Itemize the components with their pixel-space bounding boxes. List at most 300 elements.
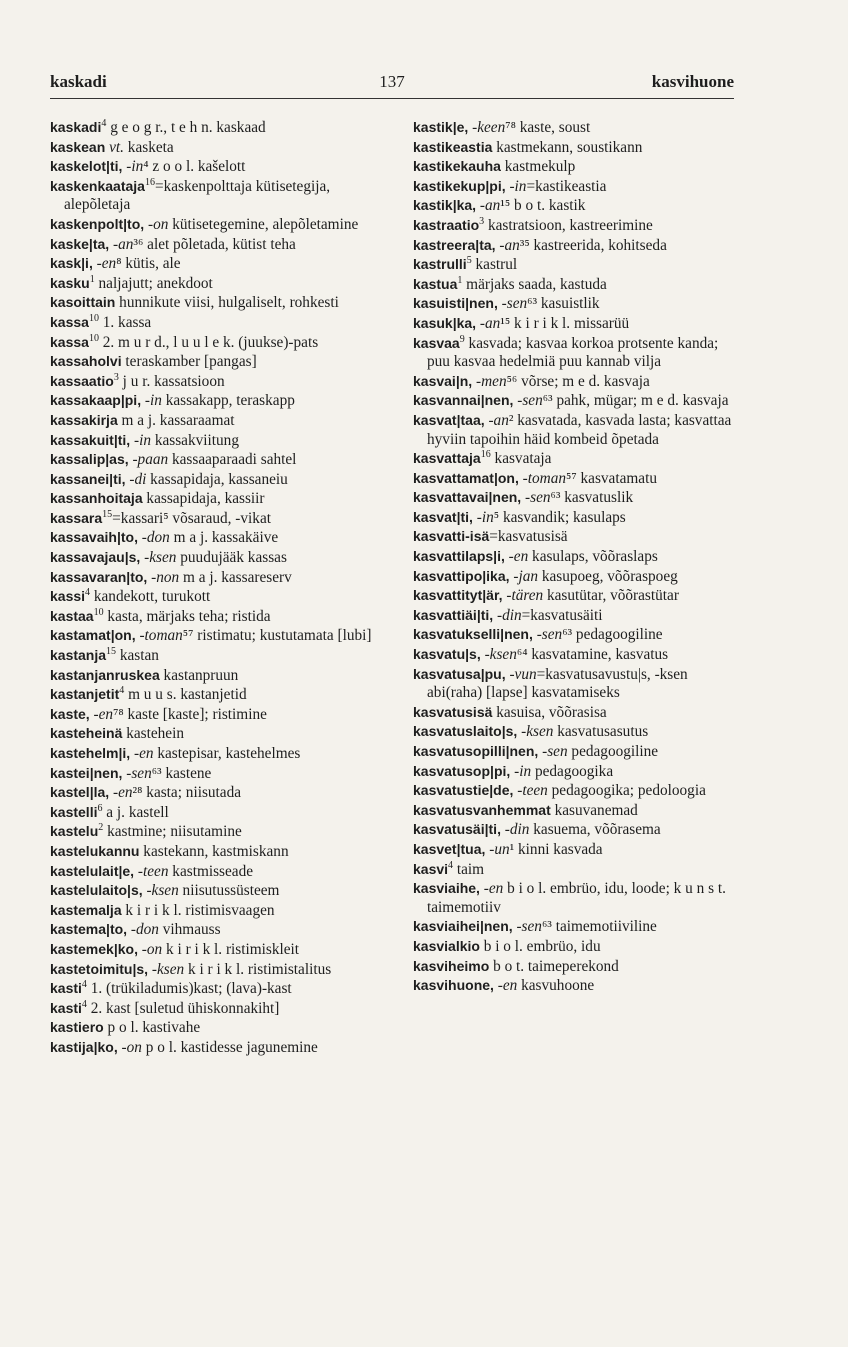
definition: 1. (trükiladumis)kast; (lava)-kast bbox=[86, 980, 292, 998]
dictionary-entry bbox=[50, 431, 395, 451]
headword: kaskenpolt|to, bbox=[50, 215, 145, 232]
headword: kastikekauha bbox=[413, 158, 501, 175]
dictionary-entry bbox=[50, 509, 395, 529]
inflection-form: -an bbox=[495, 236, 520, 254]
headword: kasvatusa|pu, bbox=[413, 665, 506, 682]
dictionary-entry bbox=[50, 744, 395, 764]
headword: kastaa bbox=[50, 607, 94, 624]
dictionary-entry bbox=[413, 742, 743, 762]
headword: kasuk|ka, bbox=[413, 314, 477, 331]
dictionary-entry bbox=[50, 568, 395, 588]
inflection-form: -in bbox=[472, 508, 494, 526]
inflection-form: -non bbox=[147, 568, 180, 586]
definition: kasvada; kasvaa korkoa protsente kanda; puu kasvaa hedelmiä puu kannab vilja bbox=[427, 334, 719, 371]
dictionary-entry bbox=[413, 294, 743, 314]
dictionary-entry bbox=[50, 118, 395, 138]
inflection-class-number: 4 bbox=[101, 117, 107, 129]
headword: kastraatio bbox=[413, 216, 480, 233]
definition: kasketa bbox=[123, 138, 174, 156]
inflection-form: -en bbox=[92, 255, 117, 273]
definition: kastratsioon, kastreerimine bbox=[484, 216, 653, 234]
dictionary-entry bbox=[413, 976, 743, 996]
definition: ⁶³ kastene bbox=[151, 764, 212, 782]
dictionary-entry bbox=[50, 293, 395, 313]
definition: ²⁸ kasta; niisutada bbox=[132, 784, 242, 802]
inflection-class-number: 15 bbox=[102, 508, 113, 520]
dictionary-entry bbox=[50, 881, 395, 901]
headword: kassalip|as, bbox=[50, 451, 129, 468]
headword: kasvattavai|nen, bbox=[413, 489, 522, 506]
inflection-form: -in bbox=[122, 158, 144, 176]
definition: ⁶³ pedagoogiline bbox=[562, 626, 663, 644]
dictionary-entry bbox=[50, 626, 395, 646]
dictionary-entry bbox=[50, 528, 395, 548]
definition: j u r. kassatsioon bbox=[118, 372, 225, 390]
inflection-class-number: 10 bbox=[88, 332, 99, 344]
dictionary-entry bbox=[413, 488, 743, 508]
dictionary-entry bbox=[413, 469, 743, 489]
dictionary-entry bbox=[413, 801, 743, 821]
dictionary-entry bbox=[413, 157, 743, 177]
inflection-class-number: 16 bbox=[480, 449, 491, 460]
dictionary-entry bbox=[50, 313, 395, 333]
dictionary-entry bbox=[413, 196, 743, 216]
dictionary-entry bbox=[50, 372, 395, 392]
inflection-form: -in bbox=[141, 392, 162, 410]
definition: kastmekann, soustikann bbox=[492, 138, 643, 156]
inflection-form: vt. bbox=[105, 138, 124, 156]
dictionary-entry bbox=[413, 703, 743, 723]
dictionary-entry bbox=[413, 957, 743, 977]
inflection-form: -di bbox=[125, 470, 147, 488]
dictionary-entry bbox=[50, 783, 395, 803]
headword: kassavajau|s, bbox=[50, 549, 141, 566]
definition: ¹⁵ b o t. kastik bbox=[500, 197, 586, 215]
inflection-form: -ksen bbox=[140, 549, 177, 567]
inflection-form: -on bbox=[137, 940, 163, 958]
inflection-form: -paan bbox=[128, 451, 169, 469]
definition: märjaks saada, kastuda bbox=[462, 275, 607, 293]
inflection-class-number: 4 bbox=[448, 859, 454, 871]
definition: ⁶³ kasuistlik bbox=[527, 295, 600, 313]
definition: m a j. kassakäive bbox=[169, 529, 279, 547]
dictionary-entry bbox=[413, 625, 743, 645]
definition: 1. kassa bbox=[98, 313, 152, 331]
definition: kastehein bbox=[122, 725, 184, 743]
inflection-form: -toman bbox=[135, 627, 183, 645]
headword: kassanhoitaja bbox=[50, 490, 143, 507]
dictionary-entry bbox=[50, 215, 395, 235]
definition: kütisetegemine, alepõletamine bbox=[168, 215, 359, 233]
definition: =kassari⁵ võsaraud, -vikat bbox=[112, 509, 271, 527]
dictionary-entry bbox=[413, 567, 743, 587]
inflection-form: -don bbox=[127, 921, 159, 939]
headword: kastel|la, bbox=[50, 784, 110, 801]
headword: kasvatti-isä bbox=[413, 528, 490, 545]
dictionary-entry bbox=[413, 138, 743, 158]
dictionary-entry bbox=[50, 333, 395, 353]
dictionary-entry bbox=[50, 920, 395, 940]
definition: m a j. kassareserv bbox=[179, 568, 292, 586]
definition: kastanpruun bbox=[159, 666, 239, 684]
dictionary-entry bbox=[50, 862, 395, 882]
headword: kastik|ka, bbox=[413, 197, 477, 214]
definition: kasutütar, võõrastütar bbox=[543, 587, 679, 605]
headword: kasvialkio bbox=[413, 937, 480, 954]
inflection-form: -din bbox=[500, 821, 530, 839]
inflection-form: -on bbox=[144, 215, 169, 233]
definition: =kasvatusavustu|s, -ksen abi(raha) [lapse] kasvatamiseks bbox=[427, 665, 688, 702]
definition: p o l. kastidesse jagunemine bbox=[141, 1038, 318, 1056]
headword: kassavaran|to, bbox=[50, 568, 148, 585]
inflection-form: -toman bbox=[518, 469, 567, 487]
headword: kastelu bbox=[50, 823, 99, 840]
inflection-form: -ksen bbox=[480, 646, 517, 664]
inflection-class-number: 3 bbox=[113, 371, 119, 383]
inflection-form: -in bbox=[130, 431, 152, 449]
headword: kassa bbox=[50, 333, 89, 350]
headword: kassakuit|ti, bbox=[50, 431, 131, 448]
headword: kasvatusäi|ti, bbox=[413, 821, 501, 838]
inflection-form: -en bbox=[89, 705, 114, 723]
definition: kastmekulp bbox=[500, 158, 576, 176]
definition: kandekott, turukott bbox=[90, 588, 211, 606]
inflection-form: -sen bbox=[521, 489, 551, 507]
dictionary-entry bbox=[413, 314, 743, 334]
inflection-class-number: 3 bbox=[479, 215, 485, 227]
definition: kasulaps, võõraslaps bbox=[528, 548, 658, 566]
definition: ¹ kinni kasvada bbox=[509, 840, 603, 858]
dictionary-entry bbox=[50, 157, 395, 177]
dictionary-entry bbox=[50, 724, 395, 744]
inflection-class-number: 4 bbox=[81, 998, 87, 1010]
definition: ⁷⁸ kaste, soust bbox=[505, 119, 591, 136]
definition: a j. kastell bbox=[102, 803, 169, 821]
page-number: 137 bbox=[379, 72, 405, 91]
inflection-class-number: 15 bbox=[106, 645, 117, 657]
inflection-class-number: 6 bbox=[97, 802, 103, 814]
definition: kassapidaja, kassiir bbox=[142, 490, 265, 508]
dictionary-entry bbox=[50, 352, 395, 372]
dictionary-entry bbox=[413, 527, 743, 547]
inflection-form: -men bbox=[472, 372, 507, 390]
dictionary-entry bbox=[50, 470, 395, 490]
inflection-form: -on bbox=[117, 1038, 142, 1056]
dictionary-entry bbox=[50, 274, 395, 294]
headword: kasvattipo|ika, bbox=[413, 567, 510, 584]
dictionary-entry bbox=[413, 781, 743, 801]
inflection-class-number: 4 bbox=[81, 979, 87, 991]
definition: 2. m u r d., l u u l e k. (juukse)-pats bbox=[98, 333, 319, 351]
definition: p o l. kastivahe bbox=[103, 1019, 201, 1037]
headword: kasku bbox=[50, 274, 90, 291]
definition: vihmauss bbox=[158, 921, 221, 939]
definition: kassakviitung bbox=[151, 431, 239, 449]
definition: kastepisar, kastehelmes bbox=[153, 745, 301, 762]
headword: kassakirja bbox=[50, 411, 118, 428]
definition: hunnikute viisi, hulgaliselt, rohkesti bbox=[115, 294, 339, 312]
definition: kasvatusasutus bbox=[553, 723, 649, 741]
inflection-form: -teen bbox=[513, 782, 548, 800]
headword: kastanjetit bbox=[50, 686, 120, 703]
headword: kasviaihei|nen, bbox=[413, 918, 513, 935]
headword: kastik|e, bbox=[413, 119, 469, 135]
headword: kassaholvi bbox=[50, 353, 122, 370]
inflection-form: -an bbox=[484, 411, 509, 429]
headword: kastikeastia bbox=[413, 138, 493, 155]
headword: kasvatusvanhemmat bbox=[413, 801, 551, 818]
dictionary-entry bbox=[413, 937, 743, 957]
headword: kasvatuslaito|s, bbox=[413, 723, 518, 740]
definition: m u u s. kastanjetid bbox=[124, 686, 247, 704]
definition: teraskamber [pangas] bbox=[121, 353, 257, 371]
headword: kaskean bbox=[50, 138, 106, 155]
dictionary-entry bbox=[50, 999, 395, 1019]
dictionary-entry bbox=[50, 391, 395, 411]
dictionary-entry bbox=[413, 411, 743, 449]
dictionary-entry bbox=[413, 449, 743, 469]
dictionary-entry bbox=[50, 646, 395, 666]
inflection-form: -in bbox=[510, 762, 532, 780]
dictionary-entry bbox=[413, 255, 743, 275]
headword: kasvatusopilli|nen, bbox=[413, 743, 539, 759]
inflection-class-number: 10 bbox=[88, 312, 99, 324]
definition: k i r i k l. ristimiskleit bbox=[162, 940, 300, 958]
inflection-form: -an bbox=[476, 197, 501, 215]
dictionary-entry bbox=[50, 666, 395, 686]
headword: kasoittain bbox=[50, 294, 116, 311]
definition: ¹⁵ k i r i k l. missarüü bbox=[500, 314, 630, 332]
definition: ³⁶ alet põletada, kütist teha bbox=[133, 235, 296, 253]
definition: g e o g r., t e h n. kaskaad bbox=[106, 119, 266, 136]
definition: kasta, märjaks teha; ristida bbox=[103, 607, 271, 625]
dictionary-entry bbox=[413, 840, 743, 860]
dictionary-entry bbox=[50, 940, 395, 960]
dictionary-entry bbox=[50, 587, 395, 607]
definition: kasupoeg, võõraspoeg bbox=[538, 567, 678, 585]
dictionary-entry bbox=[413, 879, 743, 917]
headword: kastrulli bbox=[413, 256, 467, 273]
dictionary-entry bbox=[50, 235, 395, 255]
headword: kasuisti|nen, bbox=[413, 295, 498, 312]
headword: kastamat|on, bbox=[50, 627, 136, 644]
inflection-form: -sen bbox=[122, 764, 152, 782]
definition: kasvuhoone bbox=[517, 977, 595, 995]
dictionary-entry bbox=[50, 803, 395, 823]
headword: kaskadi bbox=[50, 119, 102, 135]
headword: kassanei|ti, bbox=[50, 470, 126, 487]
header-last-word: kasvihuone bbox=[651, 72, 734, 91]
definition: pedagoogiline bbox=[567, 743, 659, 760]
inflection-class-number: 10 bbox=[93, 606, 104, 618]
headword: kaskenkaataja bbox=[50, 177, 145, 194]
definition: ² kasvatada, kasvada lasta; kasvattaa hyviin tapoihin häid kombeid õpetada bbox=[427, 411, 732, 448]
running-head bbox=[50, 72, 734, 96]
definition: =kaskenpolttaja kütisetegija, alepõletaja bbox=[64, 177, 331, 214]
dictionary-entry bbox=[413, 860, 743, 880]
definition: k i r i k l. ristimistalitus bbox=[184, 960, 332, 978]
headword: kaske|ta, bbox=[50, 235, 110, 252]
headword: kasvet|tua, bbox=[413, 840, 486, 857]
inflection-form: -tären bbox=[502, 587, 544, 605]
header-rule bbox=[50, 98, 734, 99]
dictionary-entry bbox=[413, 118, 743, 138]
headword: kasvihuone, bbox=[413, 977, 494, 994]
headword: kasvannai|nen, bbox=[413, 392, 514, 409]
headword: kask|i, bbox=[50, 255, 93, 272]
headword: kasvattaja bbox=[413, 450, 481, 467]
inflection-form: -ksen bbox=[517, 723, 554, 741]
inflection-class-number: 1 bbox=[457, 274, 463, 286]
headword: kaste, bbox=[50, 705, 90, 722]
definition: ⁷⁸ kaste [kaste]; ristimine bbox=[113, 705, 267, 723]
headword: kasviheimo bbox=[413, 957, 490, 974]
dictionary-entry bbox=[413, 606, 743, 626]
headword: kasvattityt|är, bbox=[413, 587, 503, 604]
inflection-form: -teen bbox=[134, 862, 169, 880]
dictionary-entry bbox=[50, 901, 395, 921]
inflection-form: -don bbox=[137, 529, 170, 547]
headword: kasvaa bbox=[413, 334, 460, 351]
dictionary-entry bbox=[50, 138, 395, 158]
definition: ⁶³ kasvatuslik bbox=[550, 489, 634, 507]
headword: kastehelm|i, bbox=[50, 745, 131, 761]
inflection-form: -an bbox=[109, 235, 134, 253]
headword: kasvattilaps|i, bbox=[413, 548, 505, 565]
definition: =kasvatusäiti bbox=[521, 606, 603, 624]
definition: b i o l. embrüo, idu bbox=[479, 937, 601, 955]
headword: kastikekup|pi, bbox=[413, 177, 506, 194]
headword: kasvatusisä bbox=[413, 703, 493, 720]
inflection-class-number: 1 bbox=[89, 273, 95, 285]
headword: kasviaihe, bbox=[413, 880, 480, 897]
inflection-form: -un bbox=[485, 840, 510, 858]
dictionary-entry bbox=[413, 275, 743, 295]
definition: pedagoogika; pedoloogia bbox=[547, 782, 706, 800]
definition: ⁵⁷ ristimatu; kustutamata [lubi] bbox=[182, 627, 372, 645]
dictionary-entry bbox=[50, 450, 395, 470]
inflection-class-number: 16 bbox=[144, 176, 155, 188]
dictionary-entry bbox=[413, 820, 743, 840]
definition: kasuvanemad bbox=[550, 801, 638, 819]
headword: kassi bbox=[50, 588, 86, 605]
headword: kastreera|ta, bbox=[413, 236, 496, 253]
headword: kastelulait|e, bbox=[50, 862, 135, 879]
headword: kasvatukselli|nen, bbox=[413, 626, 533, 643]
inflection-form: -en bbox=[109, 784, 133, 802]
dictionary-entry bbox=[413, 372, 743, 392]
definition: kasvataja bbox=[490, 450, 552, 468]
headword: kasvai|n, bbox=[413, 372, 473, 389]
left-column bbox=[50, 118, 395, 1058]
headword: kasti bbox=[50, 980, 82, 997]
headword: kasvi bbox=[413, 860, 449, 877]
definition: kasuema, võõrasema bbox=[529, 821, 661, 839]
definition: kassakapp, teraskapp bbox=[161, 392, 295, 410]
inflection-class-number: 4 bbox=[119, 685, 125, 697]
headword: kastanjanruskea bbox=[50, 666, 160, 683]
header-first-word: kaskadi bbox=[50, 72, 107, 91]
inflection-form: -ksen bbox=[148, 960, 185, 978]
headword: kasvat|taa, bbox=[413, 411, 485, 428]
dictionary-entry bbox=[413, 391, 743, 411]
definition: ³⁵ kastreerida, kohitseda bbox=[519, 236, 667, 254]
headword: kastiero bbox=[50, 1019, 104, 1036]
definition: ⁵ kasvandik; kasulaps bbox=[493, 508, 626, 526]
definition: kastmisseade bbox=[168, 862, 254, 880]
dictionary-entry bbox=[50, 685, 395, 705]
headword: kastetoimitu|s, bbox=[50, 960, 149, 977]
dictionary-entry bbox=[413, 762, 743, 782]
dictionary-entry bbox=[413, 645, 743, 665]
definition: puudujääk kassas bbox=[176, 549, 287, 567]
dictionary-entry bbox=[413, 334, 743, 372]
inflection-form: -din bbox=[493, 606, 522, 624]
dictionary-entry bbox=[50, 254, 395, 274]
dictionary-entry bbox=[50, 177, 395, 215]
headword: kastemalja bbox=[50, 901, 122, 918]
dictionary-entry bbox=[413, 236, 743, 256]
dictionary-entry bbox=[50, 411, 395, 431]
headword: kassaatio bbox=[50, 372, 114, 389]
definition: kassaaparaadi sahtel bbox=[168, 451, 297, 469]
right-column bbox=[413, 118, 743, 996]
dictionary-entry bbox=[50, 548, 395, 568]
headword: kastua bbox=[413, 275, 458, 292]
inflection-form: -sen bbox=[512, 918, 542, 936]
definition: ⁸ kütis, ale bbox=[116, 255, 181, 273]
headword: kaskelot|ti, bbox=[50, 158, 123, 175]
inflection-form: -jan bbox=[509, 567, 538, 585]
definition: ⁶³ pahk, mügar; m e d. kasvaja bbox=[542, 392, 729, 410]
headword: kasvattiäi|ti, bbox=[413, 606, 494, 623]
inflection-form: -vun bbox=[505, 665, 537, 683]
definition: =kastikeastia bbox=[526, 177, 607, 195]
definition: kastan bbox=[116, 647, 159, 665]
headword: kassa bbox=[50, 313, 89, 330]
dictionary-entry bbox=[50, 822, 395, 842]
headword: kasvatu|s, bbox=[413, 646, 481, 663]
definition: ⁵⁶ võrse; m e d. kasvaja bbox=[506, 372, 650, 390]
inflection-form: -an bbox=[476, 314, 501, 332]
dictionary-entry bbox=[50, 842, 395, 862]
definition: b o t. taimeperekond bbox=[489, 957, 619, 975]
headword: kastelulaito|s, bbox=[50, 882, 143, 899]
dictionary-entry bbox=[50, 489, 395, 509]
inflection-form: -sen bbox=[513, 392, 543, 410]
inflection-form: -ksen bbox=[142, 882, 179, 900]
dictionary-entry bbox=[413, 722, 743, 742]
definition: ⁴ z o o l. kašelott bbox=[143, 158, 246, 176]
inflection-form: -en bbox=[479, 880, 504, 898]
headword: kasvatustie|de, bbox=[413, 782, 514, 799]
headword: kasteheinä bbox=[50, 725, 123, 742]
dictionary-entry bbox=[413, 586, 743, 606]
dictionary-entry bbox=[50, 705, 395, 725]
headword: kastelukannu bbox=[50, 842, 140, 859]
definition: kastmine; niisutamine bbox=[103, 823, 242, 841]
definition: pedagoogika bbox=[531, 762, 614, 780]
dictionary-entry bbox=[50, 607, 395, 627]
inflection-form: -sen bbox=[532, 626, 563, 644]
inflection-form: -keen bbox=[468, 119, 506, 136]
headword: kastei|nen, bbox=[50, 764, 123, 781]
definition: kassapidaja, kassaneiu bbox=[146, 470, 288, 488]
dictionary-entry bbox=[50, 960, 395, 980]
headword: kasvat|ti, bbox=[413, 508, 473, 525]
definition: kastekann, kastmiskann bbox=[139, 842, 289, 860]
dictionary-entry bbox=[50, 1038, 395, 1058]
